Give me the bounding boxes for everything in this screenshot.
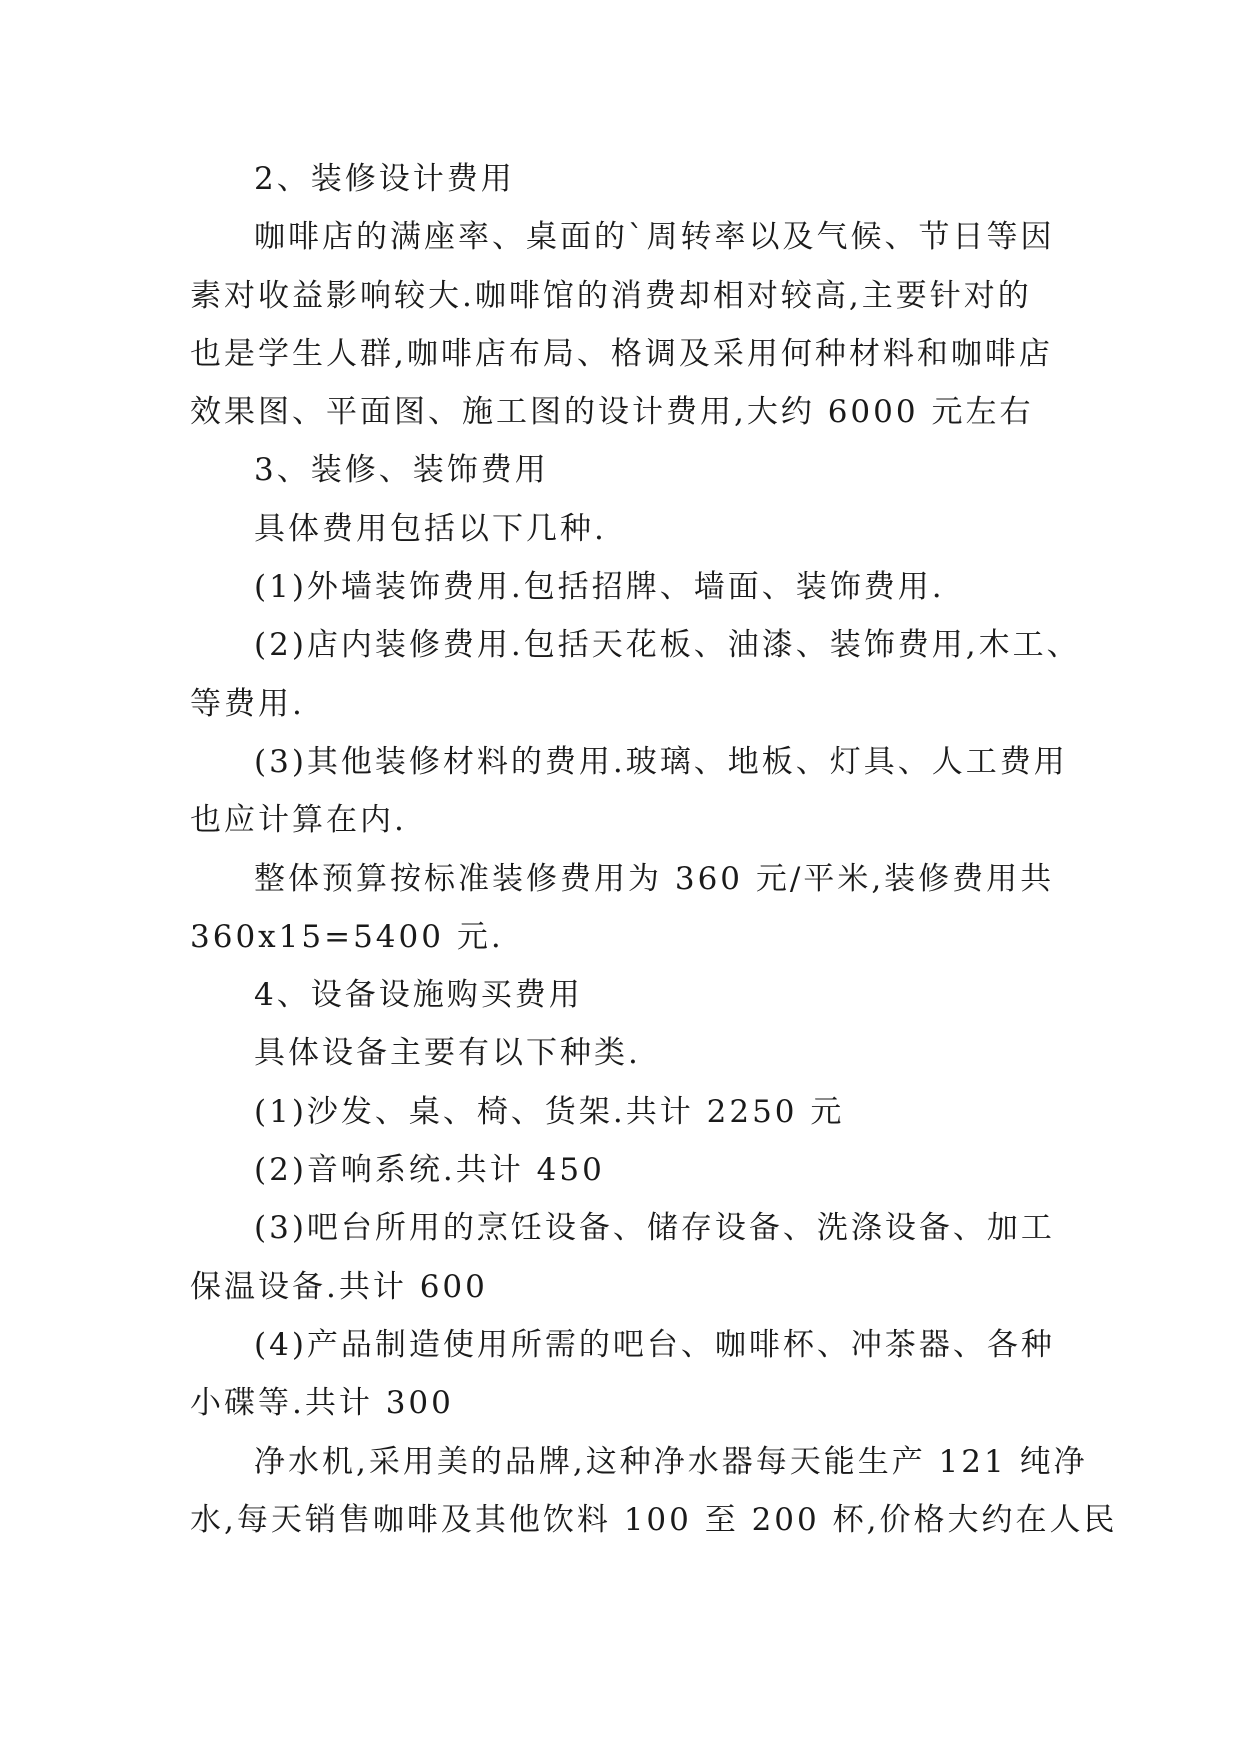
section-heading: 2、装修设计费用 bbox=[254, 161, 515, 197]
list-item: (2)店内装修费用.包括天花板、油漆、装饰费用,木工、 bbox=[254, 627, 1081, 664]
paragraph-line: 360x15=5400 元. bbox=[190, 918, 504, 955]
list-item: (1)外墙装饰费用.包括招牌、墙面、装饰费用. bbox=[254, 569, 945, 606]
list-item: (3)其他装修材料的费用.玻璃、地板、灯具、人工费用 bbox=[254, 743, 1068, 780]
paragraph-line: 等费用. bbox=[190, 685, 305, 722]
list-item: (4)产品制造使用所需的吧台、咖啡杯、冲茶器、各种 bbox=[254, 1326, 1055, 1363]
document-page bbox=[190, 160, 1118, 1559]
paragraph-line: 也是学生人群,咖啡店布局、格调及采用何种材料和咖啡店 bbox=[190, 335, 1053, 372]
paragraph-line: 小碟等.共计 300 bbox=[190, 1385, 454, 1422]
list-item: (3)吧台所用的烹饪设备、储存设备、洗涤设备、加工 bbox=[254, 1210, 1055, 1247]
paragraph-line: 净水机,采用美的品牌,这种净水器每天能生产 121 纯净 bbox=[254, 1443, 1088, 1480]
list-item: (2)音响系统.共计 450 bbox=[254, 1152, 605, 1189]
paragraph-line: 水,每天销售咖啡及其他饮料 100 至 200 杯,价格大约在人民 bbox=[190, 1501, 1118, 1538]
list-item: (1)沙发、桌、椅、货架.共计 2250 元 bbox=[254, 1093, 845, 1130]
paragraph-line: 具体设备主要有以下种类. bbox=[254, 1035, 641, 1072]
section-heading: 3、装修、装饰费用 bbox=[254, 452, 549, 489]
paragraph-line: 效果图、平面图、施工图的设计费用,大约 6000 元左右 bbox=[190, 394, 1034, 431]
section-heading: 4、设备设施购买费用 bbox=[254, 977, 583, 1014]
paragraph-line: 咖啡店的满座率、桌面的`周转率以及气候、节日等因 bbox=[254, 219, 1055, 256]
paragraph-line: 保温设备.共计 600 bbox=[190, 1268, 488, 1305]
paragraph-line: 具体费用包括以下几种. bbox=[254, 510, 607, 547]
paragraph-line: 素对收益影响较大.咖啡馆的消费却相对较高,主要针对的 bbox=[190, 277, 1032, 314]
paragraph-line: 整体预算按标准装修费用为 360 元/平米,装修费用共 bbox=[254, 860, 1055, 897]
paragraph-line: 也应计算在内. bbox=[190, 802, 407, 839]
